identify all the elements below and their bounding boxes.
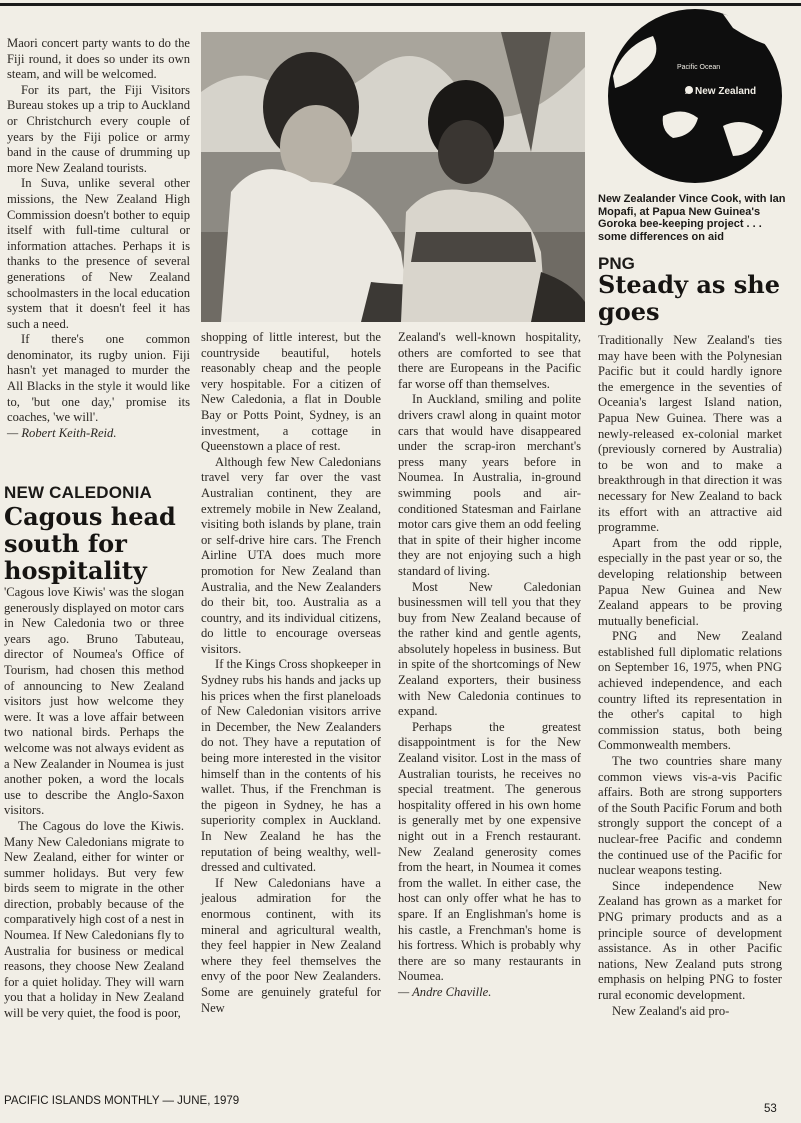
body-paragraph: For its part, the Fiji Visitors Bureau stokes up a trip to Auckland or Christchurch every couple of years by the Fiji police or army band in the cause of drumming up more New Zealand tourists. xyxy=(7,82,190,175)
map-country-label: New Zealand xyxy=(695,86,757,97)
footer-publication: PACIFIC ISLANDS MONTHLY — JUNE, 1979 xyxy=(4,1095,240,1107)
new-caledonia-column-1 xyxy=(4,585,184,1022)
body-paragraph: In Suva, unlike several other missions, the New Zealand High Commission doesn't bother to equip itself with full-time cultural or information attaches. Perhaps it is thanks to the presence of several generations of New Zealand schoolmasters in the local education system that it doesn't feel it has such a need. xyxy=(7,176,190,331)
byline: — Robert Keith-Reid. xyxy=(7,425,117,440)
body-paragraph: Maori concert party wants to do the Fiji round, it does so under its own steam, and will be welcomed. xyxy=(7,36,190,82)
photo-caption: New Zealander Vince Cook, with Ian Mopafi, at Papua New Guinea's Goroka bee-keeping project . . . some differences on aid xyxy=(598,193,786,243)
body-paragraph: Although few New Caledonians travel very far over the vast Australian continent, they are extremely mobile in New Zealand, visiting both islands by plane, train or self-drive hire cars. The French Airline UTA does much more promotion for New Zealand than Australia, and the New Zealanders do their bit, too. Australia as a country, and its individual citizens, do little to encourage overseas visitors. xyxy=(201,454,381,656)
headline-png: Steady as she goes xyxy=(598,270,780,326)
map-globe xyxy=(603,6,787,186)
section-kicker-png: PNG xyxy=(598,254,635,273)
body-paragraph: 'Cagous love Kiwis' was the slogan generously displayed on motor cars in New Caledonia two or three years ago. Bruno Tabuteau, director of Noumea's Office of Tourism, had chosen this method of announcing to New Zealand visitors just how welcome they were. It was a love affair between two national birds. Perhaps the welcome was not always evident as a New Zealander in Noumea is just another poken, a word the locals use to describe the Anglo-Saxon visitors. xyxy=(4,585,184,818)
png-column xyxy=(598,333,782,1019)
body-paragraph: The two countries share many common views vis-a-vis Pacific affairs. Both are strong supporters of the South Pacific Forum and both strongly support the concept of a nuclear-free Pacific and condemn the continued use of the Pacific for nuclear weapons testing. xyxy=(598,754,782,878)
body-paragraph: Since independence New Zealand has grown as a market for PNG primary products and as a principle source of development assistance. As in other Pacific nations, New Zealand puts strong emphasis on helping PNG to foster rural economic development. xyxy=(598,878,782,1002)
photo-beekeeping xyxy=(201,32,585,322)
body-paragraph: New Zealand's aid pro- xyxy=(612,1003,730,1018)
map-ocean-label: Pacific Ocean xyxy=(677,64,721,71)
body-paragraph: If there's one common denominator, its rugby union. Fiji hasn't yet managed to murder the All Blacks in the style it would like to, 'but one day,' promise its coaches, 'we will'. xyxy=(7,332,190,425)
body-paragraph: PNG and New Zealand established full diplomatic relations on September 16, 1975, when PNG achieved independence, and each country lifted its representation in the other's capital to high commission status, both being Commonwealth members. xyxy=(598,629,782,753)
body-paragraph: Perhaps the greatest disappointment is for the New Zealand visitor. Lost in the mass of Australian tourists, he receives no special treatment. The generous hospitality offered in his own home is generally met by one expensive night out in a French restaurant. New Zealand generosity comes from the heart, in Noumea it comes from the wallet. In either case, the host can only offer what he has to spare. If an Englishman's home is his castle, a Frenchman's home is his fortress. Which is probably why there are so many restaurants in Noumea. xyxy=(398,719,581,984)
new-caledonia-column-2 xyxy=(201,330,381,1016)
section-kicker-new-caledonia: NEW CALEDONIA xyxy=(4,483,153,502)
body-paragraph: If New Caledonians have a jealous admiration for the enormous continent, with its mineral and agricultural wealth, they feel happier in New Zealand where they feel themselves the envy of the poor New Zealanders. Some are genuinely grateful for New xyxy=(201,875,381,1015)
body-paragraph: Traditionally New Zealand's ties may have been with the Polynesian Pacific but it could hardly ignore the emergence in the seventies of Oceania's largest Island nation, Papua New Guinea. There was a newly-released ex-colonial market (previously cornered by Australia) to be won and to make a breakthrough in that direction it was necessary for New Zealand to back its effort with an attractive aid programme. xyxy=(598,333,782,535)
body-paragraph: The Cagous do love the Kiwis. Many New Caledonians migrate to New Zealand, either for winter or summer holidays. But very few birds seem to migrate in the other direction, probably because of the comparatively high cost of a nest in Noumea. If New Caledonians fly to Australia for business or medical reasons, they choose New Zealand for a quiet holiday. They will warn you that a holiday in New Zealand will be very quiet, the food is poor, xyxy=(4,818,184,1021)
body-paragraph: Zealand's well-known hospitality, others are comforted to see that there are Europeans in the Pacific far worse off than themselves. xyxy=(398,330,581,391)
body-paragraph: Apart from the odd ripple, especially in the past year or so, the developing relationship between Papua New Guinea and New Zealand appears to be proving mutually beneficial. xyxy=(598,535,782,628)
page-number: 53 xyxy=(764,1103,777,1115)
body-paragraph: Most New Caledonian businessmen will tell you that they buy from New Zealand because of the rather kind and gentle agents, absolutely hopeless in business. But in spite of the shortcomings of New Zealand exporters, their business with New Caledonia continues to expand. xyxy=(398,579,581,719)
new-caledonia-column-3 xyxy=(398,330,581,1001)
body-paragraph: shopping of little interest, but the countryside beautiful, hotels reasonably cheap and the people very hospitable. For a citizen of New Caledonia, a flat in Double Bay or Potts Point, Sydney, is an investment, a cottage in Queenstown a place of rest. xyxy=(201,330,381,454)
headline-new-caledonia: Cagous head south for hospitality xyxy=(4,502,176,585)
fiji-article-continuation xyxy=(7,36,190,441)
body-paragraph: If the Kings Cross shopkeeper in Sydney rubs his hands and jacks up his prices when the first planeloads of New Caledonian visitors arrive in December, the New Zealanders do not. They have a reputation of being more interested in the visitor himself than in the contents of his wallet. Thus, if the Frenchman is the pigeon in Sydney, he has a superiority complex in Auckland. In New Zealand he has the reputation of being wealthy, well-dressed and cultivated. xyxy=(201,657,381,875)
body-paragraph: In Auckland, smiling and polite drivers crawl along in quaint motor cars that would have disappeared under the scrap-iron merchant's press many years before in Noumea. In Australia, in-ground swimming pools and air-conditioned Statesman and Fairlane motor cars give them an odd feeling that in spite of their higher income they are not enjoying such a high standard of living. xyxy=(398,392,581,578)
byline: — Andre Chaville. xyxy=(398,984,492,999)
